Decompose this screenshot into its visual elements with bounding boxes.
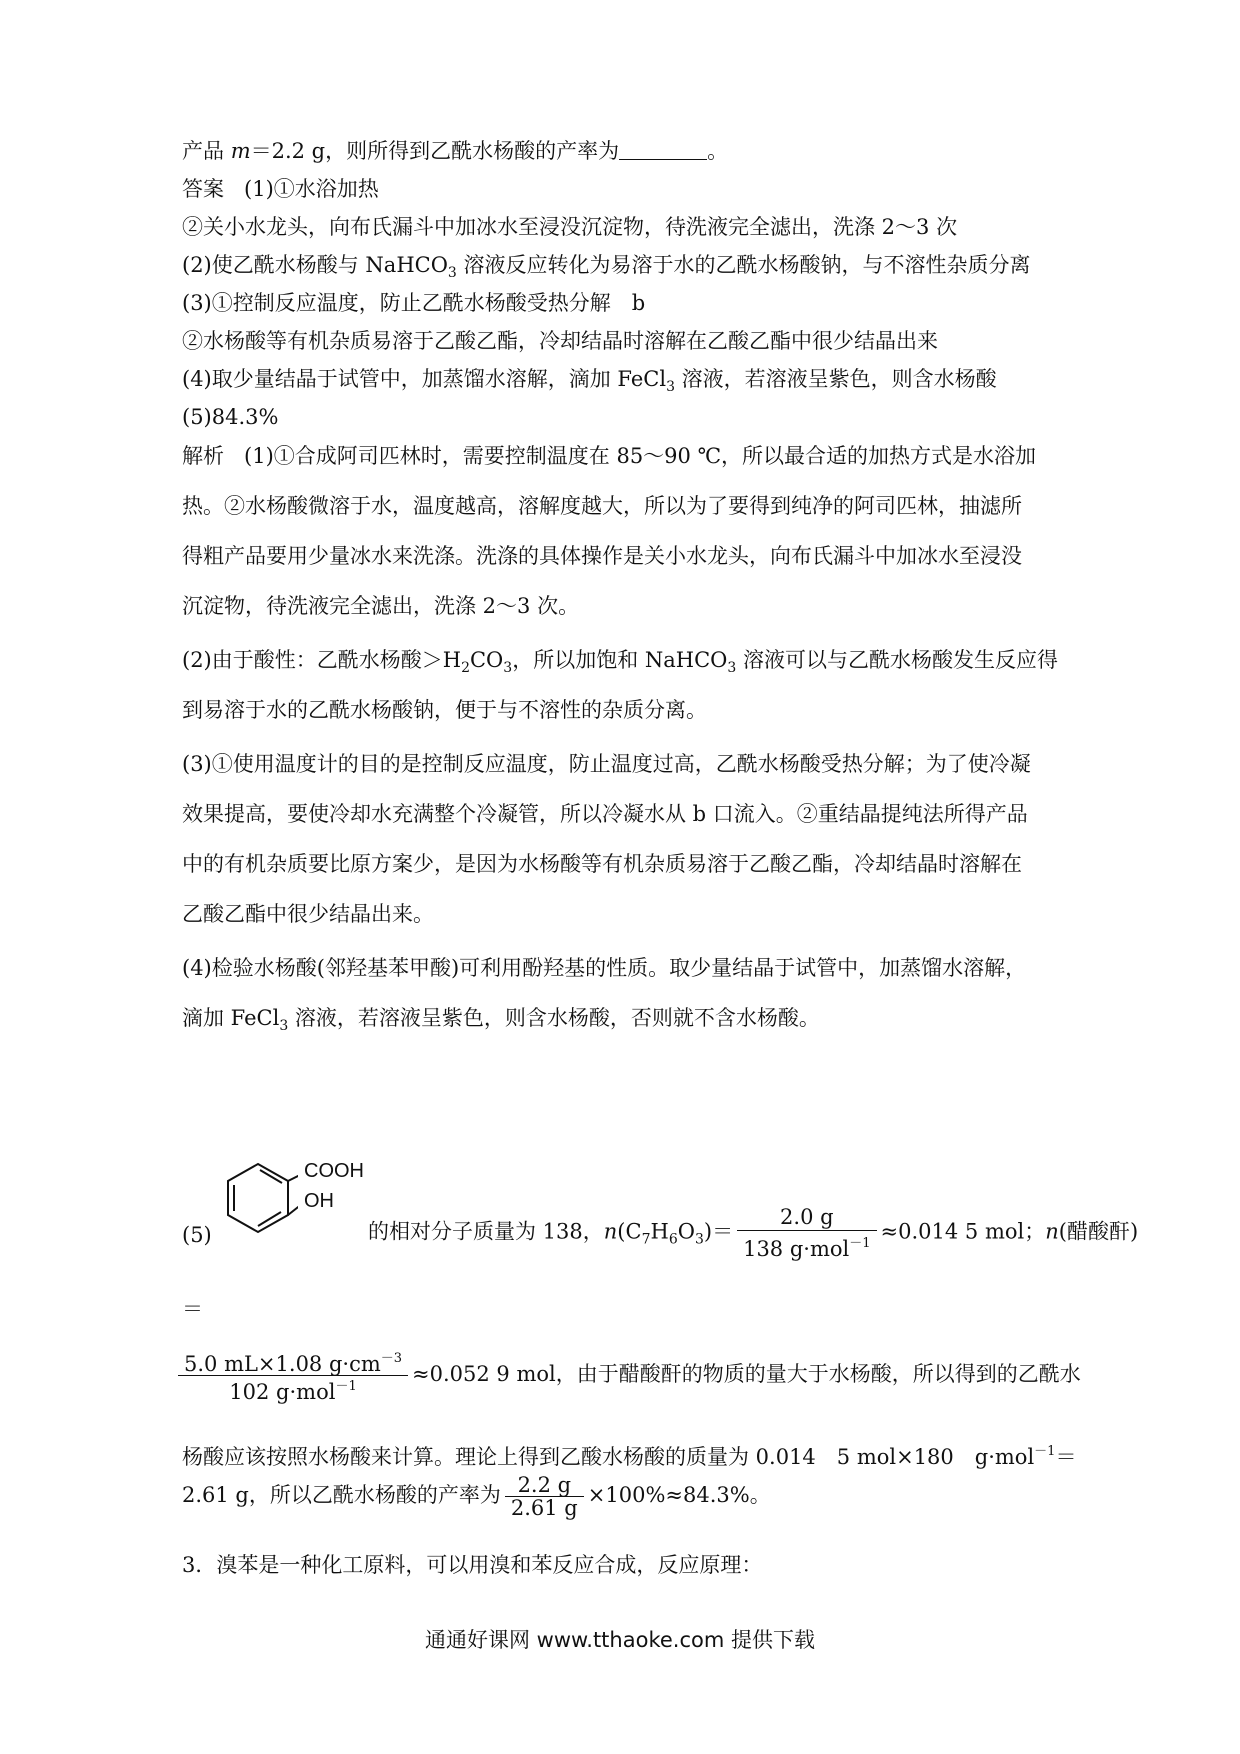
analysis-line-11: (4)检验水杨酸(邻羟基苯甲酸)可利用酚羟基的性质。取少量结晶于试管中，加蒸馏水溶解， bbox=[182, 956, 1027, 980]
text: 溶液反应转化为易溶于水的乙酰水杨酸钠，与不溶性杂质分离 bbox=[456, 253, 1031, 277]
text: 102 g·mol bbox=[229, 1380, 336, 1404]
text: ≈0.052 9 mol，由于醋酸酐的物质的量大于水杨酸，所以得到的乙酰水 bbox=[412, 1362, 1081, 1386]
subscript: 3 bbox=[727, 660, 737, 676]
equals-line: ＝ bbox=[182, 1297, 203, 1321]
answer-label: 答案 bbox=[182, 177, 224, 201]
analysis-line-2: 热。②水杨酸微溶于水，温度越高，溶解度越大，所以为了要得到纯净的阿司匹林，抽滤所 bbox=[182, 494, 1022, 518]
numerator: 2.2 g bbox=[505, 1474, 584, 1497]
text: (醋酸酐) bbox=[1058, 1219, 1139, 1244]
text: CO bbox=[469, 648, 504, 672]
superscript: －1 bbox=[849, 1236, 871, 1251]
text: (1)①水浴加热 bbox=[244, 177, 379, 201]
p5-label: (5) bbox=[182, 1223, 212, 1247]
subscript: 7 bbox=[641, 1231, 651, 1248]
text: H bbox=[650, 1219, 669, 1244]
superscript: －1 bbox=[1034, 1444, 1056, 1459]
subscript: 3 bbox=[447, 265, 457, 281]
text: ×100%≈84.3%。 bbox=[587, 1483, 771, 1507]
text: )＝ bbox=[703, 1219, 734, 1244]
analysis-line-7: (3)①使用温度计的目的是控制反应温度，防止温度过高，乙酰水杨酸受热分解；为了使冷凝 bbox=[182, 752, 1031, 776]
var-m: m bbox=[230, 139, 251, 163]
answer-line-3 bbox=[182, 250, 1062, 288]
analysis-label: 解析 bbox=[182, 444, 224, 468]
superscript: －3 bbox=[380, 1351, 403, 1366]
answer-line-4: (3)①控制反应温度，防止乙酰水杨酸受热分解 b bbox=[182, 291, 646, 315]
question-3: 3．溴苯是一种化工原料，可以用溴和苯反应合成，反应原理： bbox=[182, 1553, 763, 1577]
text: 产品 bbox=[182, 139, 231, 163]
answer-line-7: (5)84.3% bbox=[182, 405, 279, 429]
text: ≈0.014 5 mol； bbox=[880, 1219, 1046, 1244]
text: ＝2.2 g，则所得到乙酰水杨酸的产率为 bbox=[250, 139, 620, 163]
text: (4)取少量结晶于试管中，加蒸馏水溶解，滴加 FeCl bbox=[182, 367, 667, 391]
analysis-line-3: 得粗产品要用少量冰水来洗涤。洗涤的具体操作是关小水龙头，向布氏漏斗中加冰水至浸没 bbox=[182, 544, 1022, 568]
text: 5.0 mL×1.08 g·cm bbox=[184, 1352, 381, 1376]
text: 138 g·mol bbox=[743, 1237, 850, 1261]
subscript: 6 bbox=[668, 1231, 678, 1248]
subscript: 3 bbox=[666, 379, 675, 395]
molar-mass-line bbox=[368, 1204, 1139, 1262]
cooh-label: COOH bbox=[304, 1160, 364, 1182]
denominator: 2.61 g bbox=[510, 1496, 578, 1520]
fraction-anhydride bbox=[178, 1348, 408, 1403]
text: ，所以加饱和 NaHCO bbox=[512, 648, 728, 672]
analysis-line-5 bbox=[182, 645, 1062, 683]
acetic-anhydride-line bbox=[178, 1348, 1081, 1404]
analysis-line-8: 效果提高，要使冷却水充满整个冷凝管，所以冷凝水从 b 口流入。②重结晶提纯法所得产品 bbox=[182, 802, 1028, 826]
subscript: 3 bbox=[279, 1018, 289, 1034]
theoretical-mass-line bbox=[182, 1437, 1077, 1472]
yield-line bbox=[182, 1474, 1062, 1519]
fraction-yield bbox=[505, 1474, 584, 1519]
analysis-line-6: 到易溶于水的乙酰水杨酸钠，便于与不溶性的杂质分离。 bbox=[182, 698, 707, 722]
question-tail bbox=[182, 136, 1062, 166]
text: (C bbox=[617, 1219, 642, 1244]
denominator bbox=[737, 1231, 876, 1262]
answer-line-5: ②水杨酸等有机杂质易溶于乙酸乙酯，冷却结晶时溶解在乙酸乙酯中很少结晶出来 bbox=[182, 329, 938, 353]
analysis-line-1 bbox=[182, 441, 1062, 471]
numerator bbox=[178, 1348, 408, 1376]
superscript: －1 bbox=[335, 1379, 357, 1394]
oh-label: OH bbox=[304, 1190, 334, 1212]
text: 杨酸应该按照水杨酸来计算。理论上得到乙酸水杨酸的质量为 0.014 5 mol×180 g·mol bbox=[182, 1445, 1035, 1469]
text: O bbox=[677, 1219, 695, 1244]
numerator: 2.0 g bbox=[737, 1204, 876, 1231]
text: 溶液，若溶液呈紫色，则含水杨酸，否则就不含水杨酸。 bbox=[288, 1006, 820, 1030]
fraction-salicylic bbox=[737, 1204, 876, 1262]
text: 溶液，若溶液呈紫色，则含水杨酸 bbox=[674, 367, 997, 391]
subscript: 2 bbox=[461, 660, 470, 676]
analysis-line-12 bbox=[182, 1003, 1062, 1041]
text: (2)使乙酰水杨酸与 NaHCO bbox=[182, 253, 448, 277]
analysis-line-4: 沉淀物，待洗液完全滤出，洗涤 2～3 次。 bbox=[182, 594, 580, 618]
answer-line-1 bbox=[182, 174, 1062, 204]
text: (1)①合成阿司匹林时，需要控制温度在 85～90 ℃，所以最合适的加热方式是水浴加 bbox=[244, 444, 1037, 468]
subscript: 3 bbox=[694, 1231, 704, 1248]
answer-blank bbox=[619, 141, 707, 160]
analysis-line-9: 中的有机杂质要比原方案少，是因为水杨酸等有机杂质易溶于乙酸乙酯，冷却结晶时溶解在 bbox=[182, 852, 1022, 876]
text: 2.61 g，所以乙酰水杨酸的产率为 bbox=[182, 1483, 501, 1507]
answer-line-6 bbox=[182, 364, 1062, 402]
text: 溶液可以与乙酰水杨酸发生反应得 bbox=[736, 648, 1058, 672]
text: ＝ bbox=[1055, 1445, 1077, 1469]
text: 滴加 FeCl bbox=[182, 1006, 280, 1030]
var-n: n bbox=[603, 1219, 618, 1244]
text: (2)由于酸性：乙酰水杨酸＞H bbox=[182, 648, 462, 672]
page-footer: 通通好课网 www.tthaoke.com 提供下载 bbox=[425, 1628, 815, 1652]
text: 。 bbox=[707, 139, 729, 163]
subscript: 3 bbox=[503, 660, 513, 676]
var-n: n bbox=[1045, 1219, 1059, 1244]
text: 的相对分子质量为 138， bbox=[368, 1219, 604, 1244]
answer-line-2: ②关小水龙头，向布氏漏斗中加冰水至浸没沉淀物，待洗液完全滤出，洗涤 2～3 次 bbox=[182, 215, 958, 239]
denominator bbox=[178, 1376, 408, 1403]
analysis-line-10: 乙酸乙酯中很少结晶出来。 bbox=[182, 902, 434, 926]
